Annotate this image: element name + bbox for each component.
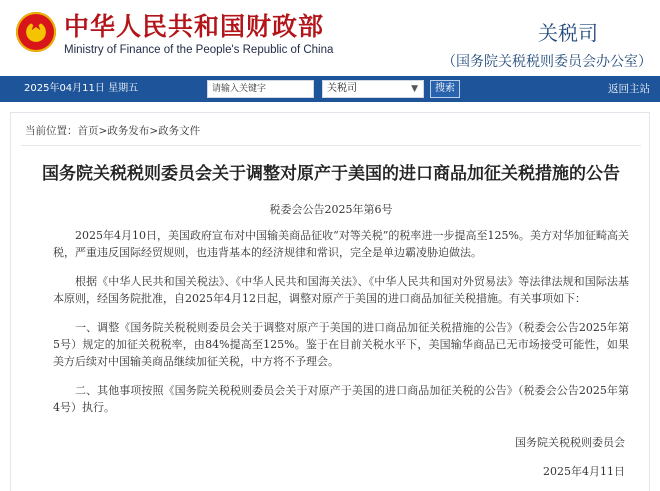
- article-paragraph: 一、调整《国务院关税税则委员会关于调整对原产于美国的进口商品加征关税措施的公告》（税委会公告2025年第5号）规定的加征关税税率，由84%提高至125%。鉴于在目前关税水平下，美国输华商品已无市场接受可能性，如果美方后续对中国输美商品继续加征关税，中方将不予理会。: [53, 321, 629, 368]
- article-paragraph: 根据《中华人民共和国关税法》、《中华人民共和国海关法》、《中华人民共和国对外贸易法》等法律法规和国际法基本原则，经国务院批准，自2025年4月12日起，调整对原产于美国的进口商品加征关税措施。有关事项如下：: [53, 275, 629, 305]
- search-button[interactable]: 搜索: [430, 80, 460, 98]
- breadcrumb-prefix: 当前位置：: [25, 125, 78, 137]
- current-date: 2025年04月11日 星期五: [24, 83, 139, 94]
- article-paragraph: 2025年4月10日，美国政府宣布对中国输美商品征收“对等关税”的税率进一步提高至125%。美方对华加征畸高关税，严重违反国际经贸规则，也违背基本的经济规律和常识，完全是单边霸凌胁迫做法。: [53, 229, 629, 259]
- article-title: 国务院关税税则委员会关于调整对原产于美国的进口商品加征关税措施的公告: [42, 164, 620, 184]
- site-header: [0, 0, 660, 76]
- department-name: 关税司: [538, 21, 598, 45]
- search-scope-select[interactable]: [322, 80, 424, 98]
- article-paragraph: 二、其他事项按照《国务院关税税则委员会关于对原产于美国的进口商品加征关税的公告》（税委会公告2025年第4号）执行。: [53, 384, 629, 414]
- ministry-name-cn: 中华人民共和国财政部: [64, 12, 325, 41]
- article-panel: [10, 112, 650, 491]
- breadcrumb-releases[interactable]: 政务发布: [107, 125, 150, 137]
- issue-date: 2025年4月11日: [543, 465, 625, 478]
- department-subtitle: （国务院关税税则委员会办公室）: [442, 54, 652, 70]
- breadcrumb: [25, 123, 200, 139]
- issuer-signature: 国务院关税税则委员会: [515, 436, 625, 449]
- breadcrumb-separator: >: [98, 125, 108, 137]
- national-emblem-icon: [16, 12, 56, 52]
- search-input[interactable]: [207, 80, 314, 98]
- document-number: 税委会公告2025年第6号: [269, 203, 393, 216]
- search-scope-value: 关税司: [327, 83, 357, 94]
- back-to-main-site-link[interactable]: 返回主站: [608, 83, 650, 95]
- breadcrumb-home[interactable]: 首页: [77, 125, 99, 137]
- breadcrumb-separator: >: [149, 125, 159, 137]
- breadcrumb-documents[interactable]: 政务文件: [158, 125, 201, 137]
- chevron-down-icon: ▼: [411, 84, 418, 94]
- breadcrumb-divider: [21, 145, 641, 146]
- ministry-name-en: Ministry of Finance of the People's Republic of China: [64, 44, 334, 56]
